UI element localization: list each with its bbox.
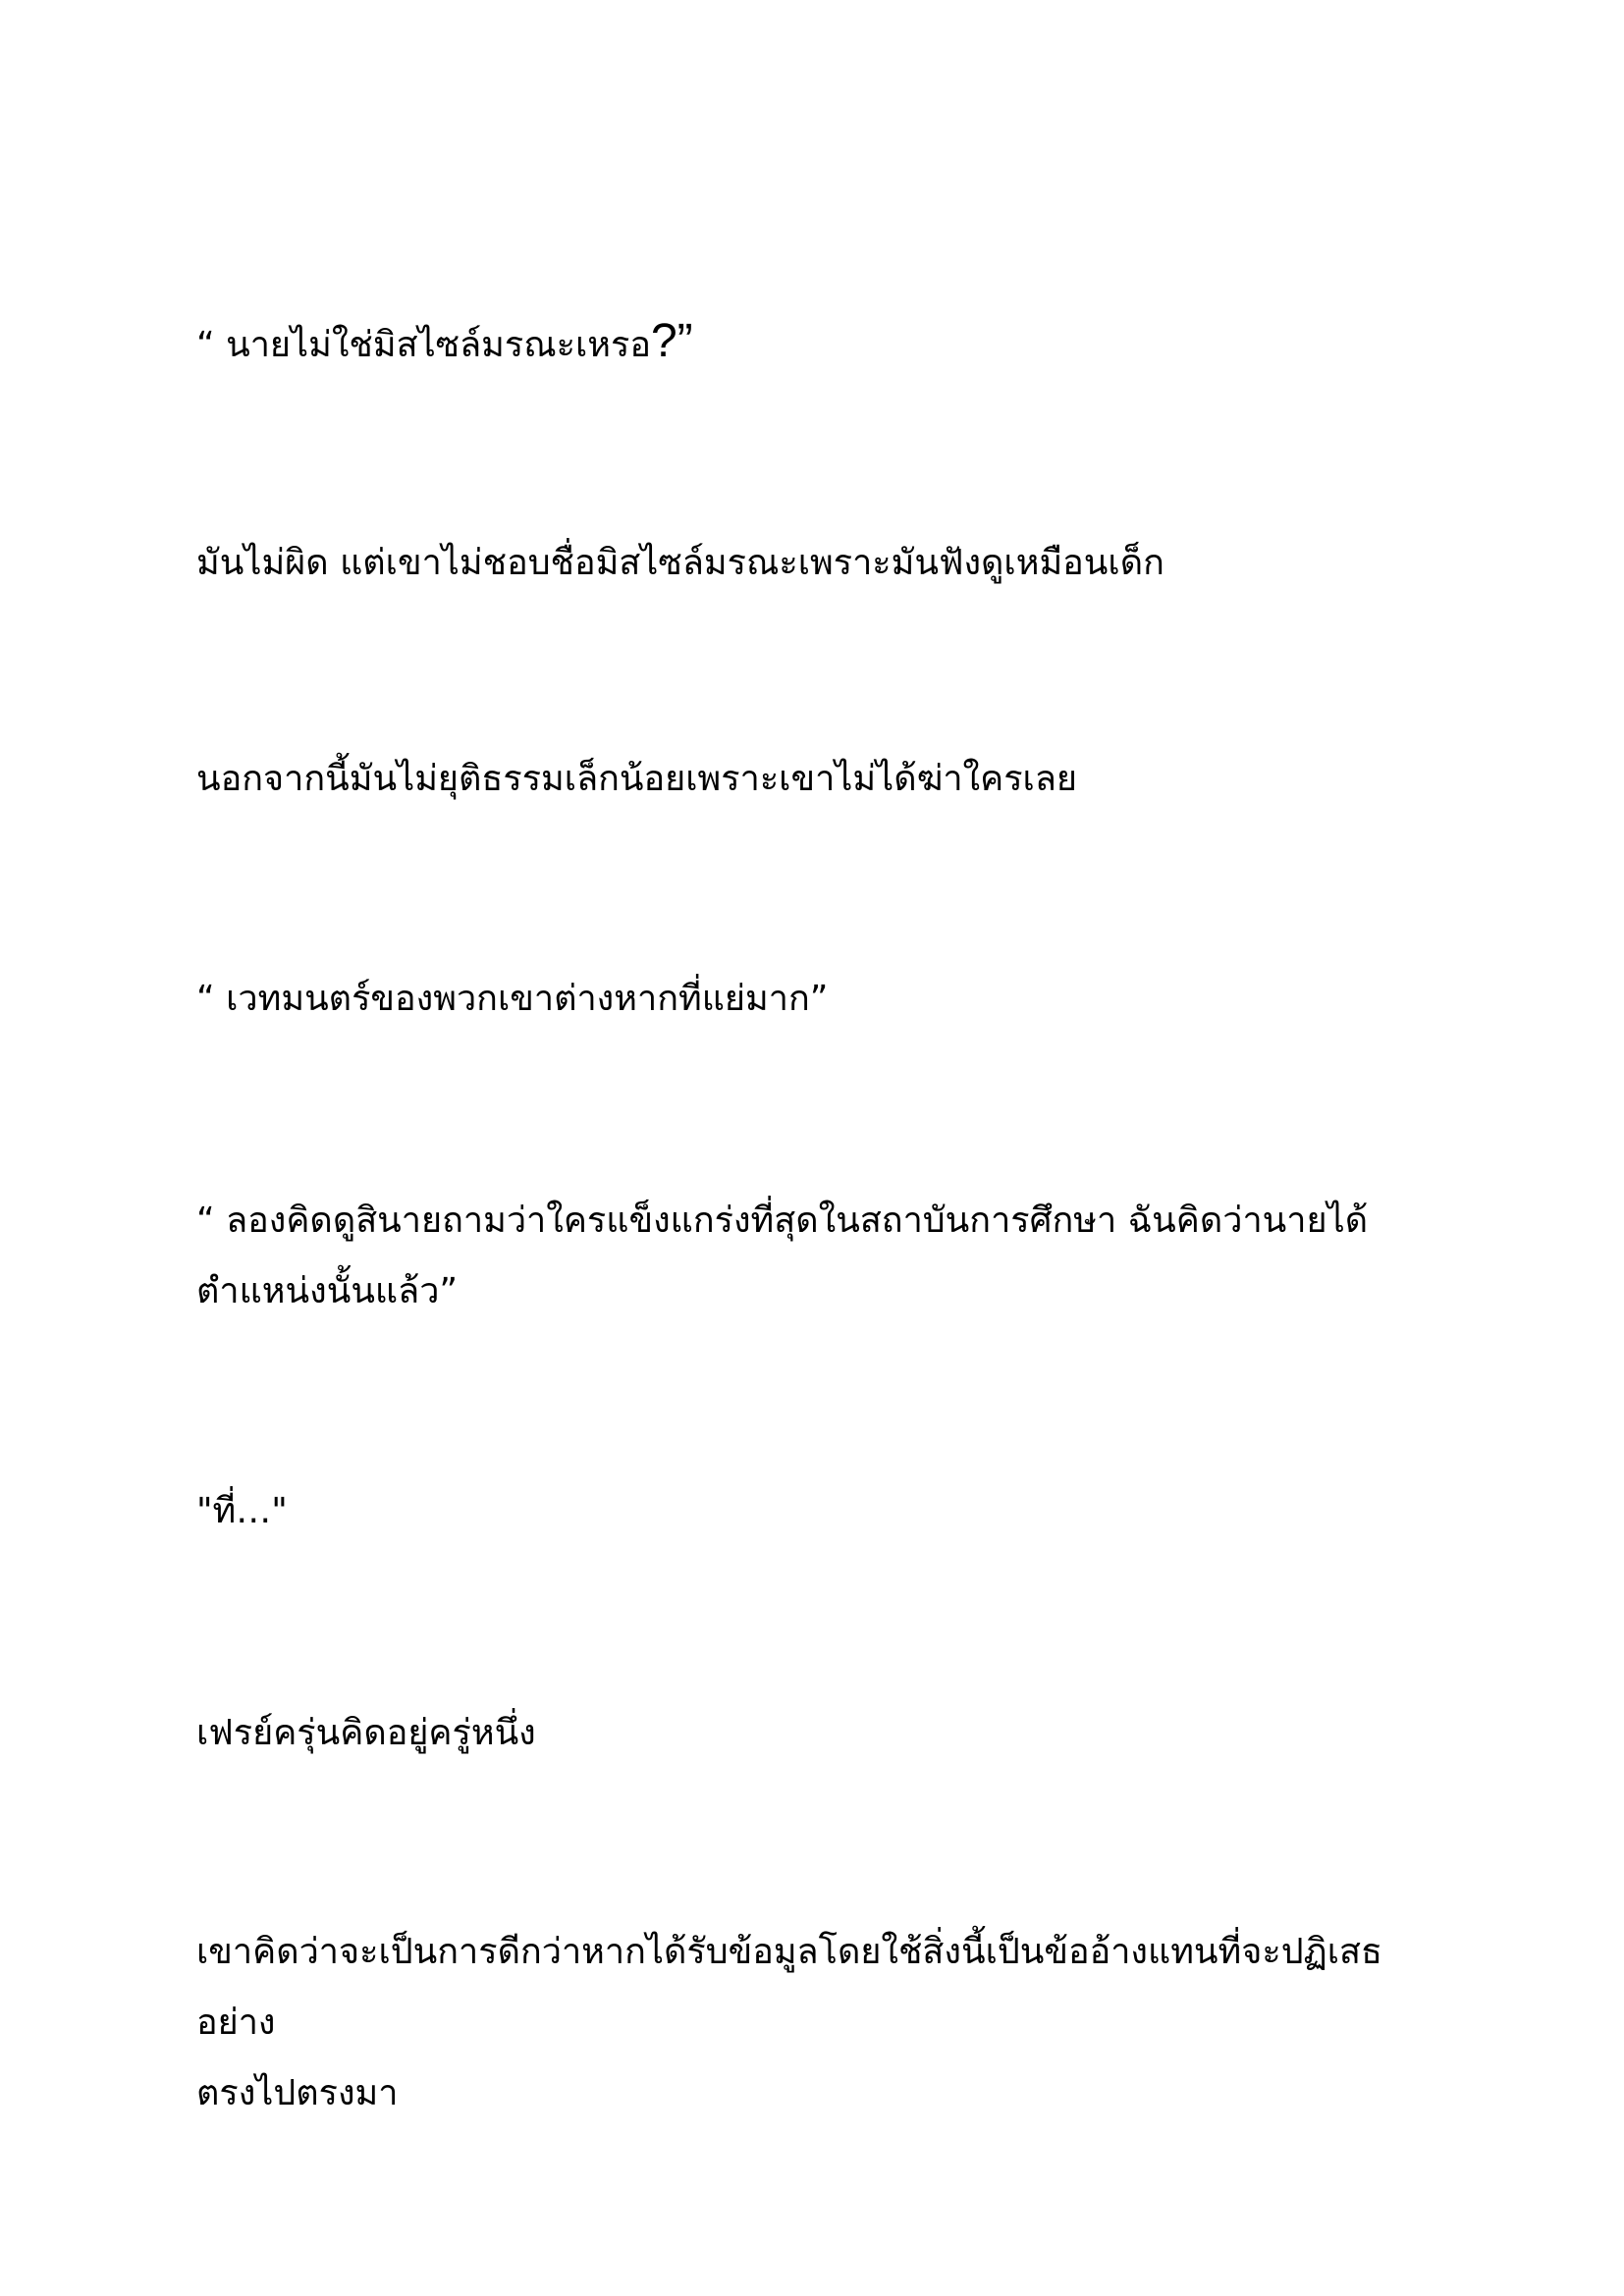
paragraph-1-text: “ นายไม่ใช่มิสไซล์มรณะเหรอ xyxy=(196,325,651,365)
paragraph-5-line-1: “ ลองคิดดูสินายถามว่าใครแข็งแกร่งที่สุดในสถาบันการศึกษา ฉันคิดว่านายได้ xyxy=(196,1201,1369,1241)
paragraph-3-line-1: นอกจากนี้มันไม่ยุติธรรมเล็กน้อยเพราะเขาไม่ได้ฆ่าใครเลย xyxy=(196,759,1078,799)
paragraph-5 xyxy=(196,1186,1434,1327)
paragraph-7-line-1: เฟรย์ครุ่นคิดอยู่ครู่หนึ่ง xyxy=(196,1713,536,1753)
paragraph-2 xyxy=(196,528,1434,599)
paragraph-1-question-mark: ?” xyxy=(650,315,693,367)
paragraph-4 xyxy=(196,964,1434,1035)
paragraph-7 xyxy=(196,1698,1434,1769)
paragraph-1 xyxy=(196,306,1434,381)
paragraph-6-line-1: "ที่…" xyxy=(196,1491,288,1531)
paragraph-4-line-1: “ เวทมนตร์ของพวกเขาต่างหากที่แย่มาก” xyxy=(196,979,829,1019)
paragraph-2-line-1: มันไม่ผิด แต่เขาไม่ชอบชื่อมิสไซล์มรณะเพราะมันฟังดูเหมือนเด็ก xyxy=(196,543,1164,583)
paragraph-8-line-2: ตรงไปตรงมา xyxy=(196,2073,399,2113)
paragraph-8-line-1: เขาคิดว่าจะเป็นการดีกว่าหากได้รับข้อมูลโดยใช้สิ่งนี้เป็นข้ออ้างแทนที่จะปฏิเสธอย่าง xyxy=(196,1932,1382,2043)
paragraph-3 xyxy=(196,744,1434,815)
paragraph-8 xyxy=(196,1917,1434,2129)
paragraph-6 xyxy=(196,1476,1434,1547)
paragraph-5-line-2: ตำแหน่งนั้นแล้ว” xyxy=(196,1271,459,1311)
